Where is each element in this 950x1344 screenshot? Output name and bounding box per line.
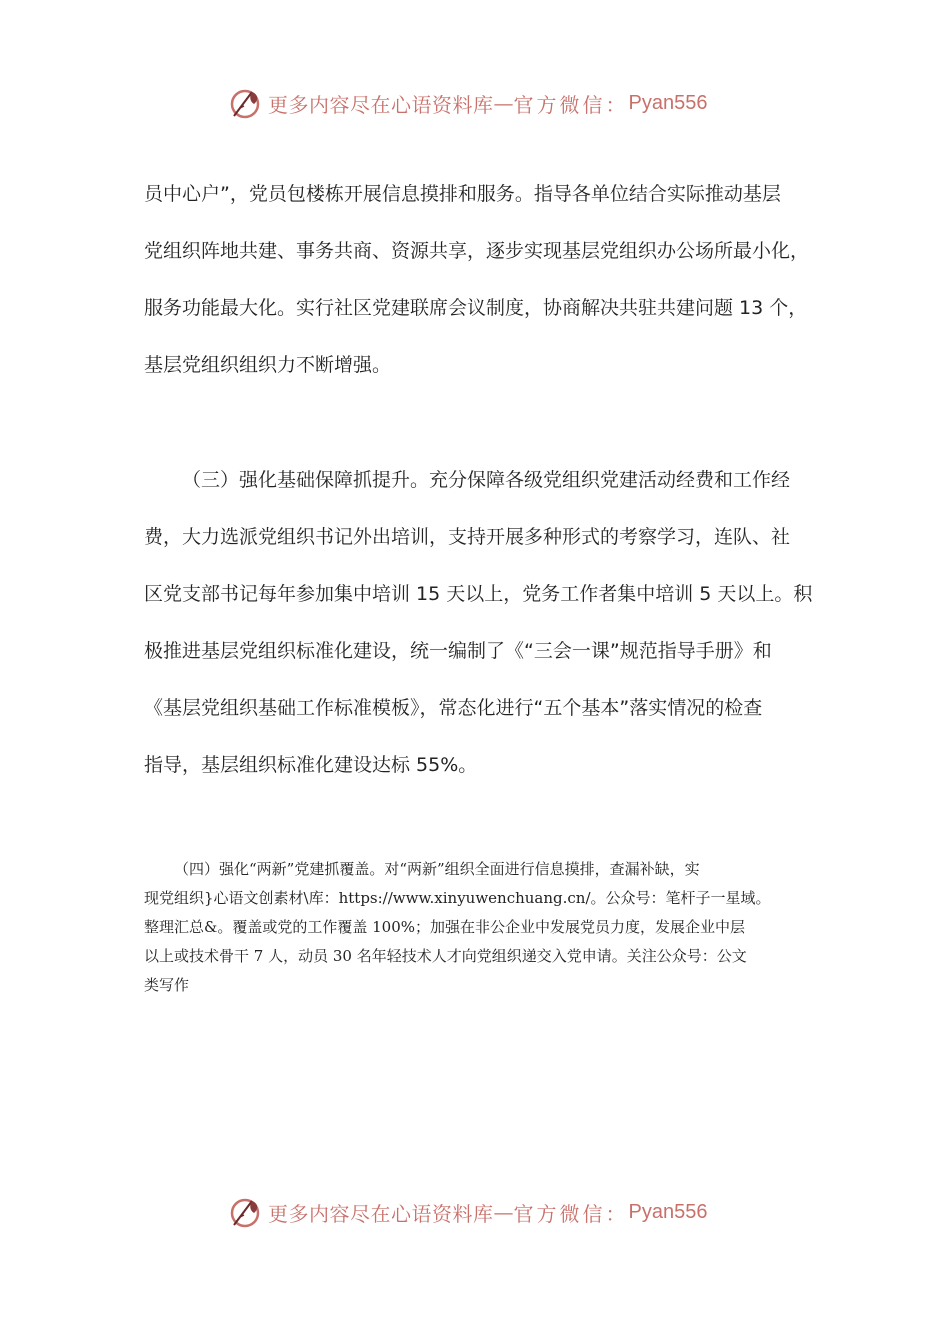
paragraph-line: 服务功能最大化。实行社区党建联席会议制度，协商解决共驻共建问题 13 个， [144,297,808,319]
paragraph-line: 极推进基层党组织标准化建设，统一编制了《“三会一课”规范指导手册》和 [144,640,772,662]
paragraph-line: 区党支部书记每年参加集中培训 15 天以上，党务工作者集中培训 5 天以上。积 [144,583,813,605]
paragraph-line: 《基层党组织基础工作标准模板》，常态化进行“五个基本”落实情况的检查 [144,697,763,719]
paragraph-line: 类写作 [144,976,190,994]
header-banner [228,83,707,123]
paragraph-line: 员中心户”，党员包楼栋开展信息摸排和服务。指导各单位结合实际推动基层 [144,183,781,205]
footer-brand-text: 更多内容尽在心语资料库 [268,1201,494,1226]
paragraph-3 [144,855,810,1000]
paragraph-line: 以上或技术骨干 7 人，动员 30 名年轻技术人才向党组织递交入党申请。关注公众号：公文 [144,947,747,965]
footer-banner [228,1192,707,1232]
paragraph-line: 现党组织}心语文创素材\库：https://www.xinyuwenchuang.cn/。公众号：笔杆子一星域。 [144,889,771,907]
paragraph-line: 费，大力选派党组织书记外出培训，支持开展多种形式的考察学习，连队、社 [144,526,791,548]
quill-logo-icon [228,86,262,120]
header-wechat-label: 官方微信： [513,92,629,117]
paragraph-line: （三）强化基础保障抓提升。充分保障各级党组织党建活动经费和工作经 [182,469,791,491]
paragraph-line: 基层党组织组织力不断增强。 [144,354,392,376]
header-brand-text: 更多内容尽在心语资料库 [268,92,494,117]
paragraph-line: 整理汇总&。覆盖或党的工作覆盖 100%；加强在非公企业中发展党员力度，发展企业中层 [144,918,746,936]
footer-dash: — [493,1200,514,1224]
paragraph-1 [144,166,810,394]
header-dash: — [493,91,514,115]
paragraph-line: （四）强化“两新”党建抓覆盖。对“两新”组织全面进行信息摸排，查漏补缺，实 [174,860,700,878]
paragraph-line: 指导，基层组织标准化建设达标 55%。 [144,754,478,776]
footer-wechat-handle: Pyan556 [628,1200,708,1223]
paragraph-line: 党组织阵地共建、事务共商、资源共享，逐步实现基层党组织办公场所最小化， [144,240,810,262]
footer-wechat-label: 官方微信： [513,1201,629,1226]
paragraph-2 [144,452,813,794]
quill-logo-icon [228,1195,262,1229]
header-wechat-handle: Pyan556 [628,91,708,114]
